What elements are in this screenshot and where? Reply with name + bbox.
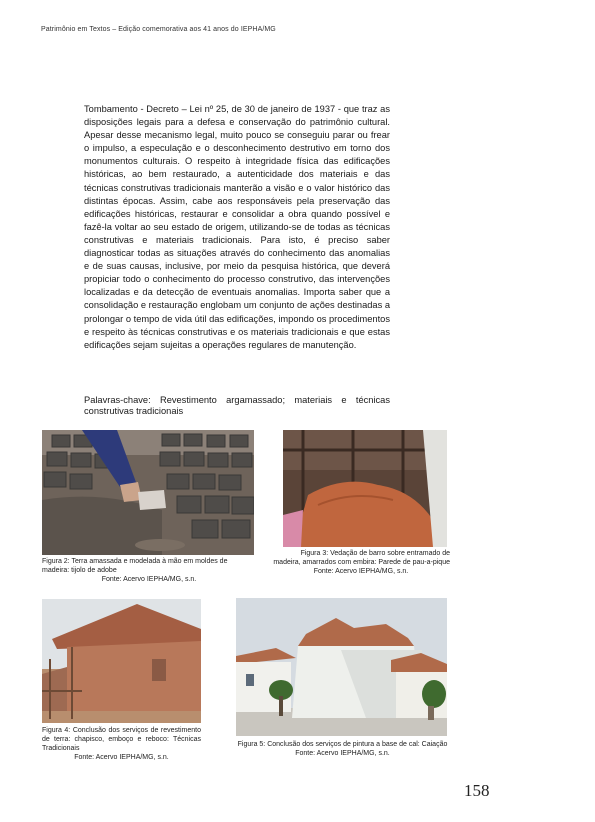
figure-5-source: Fonte: Acervo IEPHA/MG, s.n. (295, 750, 390, 757)
figure-5-caption-text: Figura 5: Conclusão dos serviços de pintura a base de cal: Caiação (237, 741, 448, 748)
figure-4-source: Fonte: Acervo IEPHA/MG, s.n. (74, 754, 169, 761)
whitewashed-chapel-photo (236, 598, 447, 736)
figure-2-caption-text: Figura 2: Terra amassada e modelada à mão em moldes de madeira: tijolo de adobe (42, 558, 228, 574)
earth-rendered-house-photo (42, 599, 201, 723)
figure-3-caption-text: Figura 3: Vedação de barro sobre entramado de madeira, amarrados com embira: Parede de pau-a-pique (273, 550, 450, 566)
figure-2-caption (42, 557, 256, 584)
running-header: Patrimônio em Textos – Edição comemorativa aos 41 anos do IEPHA/MG (41, 26, 276, 33)
figure-4-caption-text: Figura 4: Conclusão dos serviços de revestimento de terra: chapisco, emboço e reboco: Técnicas Tradicionais (42, 727, 201, 752)
figure-3-source: Fonte: Acervo IEPHA/MG, s.n. (313, 568, 409, 575)
wattle-daub-wall-photo (283, 430, 447, 547)
keywords: Palavras-chave: Revestimento argamassado; materiais e técnicas construtivas tradicionais (84, 395, 390, 416)
page-number: 158 (464, 781, 490, 800)
figure-2-source: Fonte: Acervo IEPHA/MG, s.n. (101, 576, 197, 583)
figure-3-caption (272, 549, 450, 576)
figure-4-caption (42, 726, 201, 762)
figure-5-caption (236, 740, 449, 758)
adobe-bricks-photo (42, 430, 254, 555)
body-paragraph: Tombamento - Decreto – Lei nº 25, de 30 de janeiro de 1937 - que traz as disposições legais para a defesa e conservação do patrimônio cultural. Apesar desse mecanismo legal, muito pouco se conseguiu parar ou frear o impulso, a especulação e o desconhecimento destrutivo em torno dos monumentos culturais. O respeito à integridade física das edificações históricas, ao bem restaurado, a autenticidade dos materiais e das técnicas construtivas tradicionais manterão a visão e o valor histórico das distintas épocas. Assim, cabe aos responsáveis pela preservação das edificações históricas, restaurar e consolidar a obra quando possível e fazê-la voltar ao seu estado de origem, utilizando-se de todas as técnicas construtivas e materiais tradicionais. Para isto, é preciso saber diagnosticar todas as situações através do conhecimento das anomalias e de suas causas, inclusive, por meio da pesquisa histórica, que deverá propiciar todo o conhecimento do processo construtivo, das intervenções localizadas e da detecção de eventuais anomalias. Importa saber que a consolidação e restauração englobam um conjunto de ações destinadas a prolongar o tempo de vida útil das edificações, impondo os procedimentos e respeito às técnicas construtivas e os materiais tradicionais e que estas edificações sejam sujeitas a operações regulares de manutenção. (84, 104, 390, 350)
